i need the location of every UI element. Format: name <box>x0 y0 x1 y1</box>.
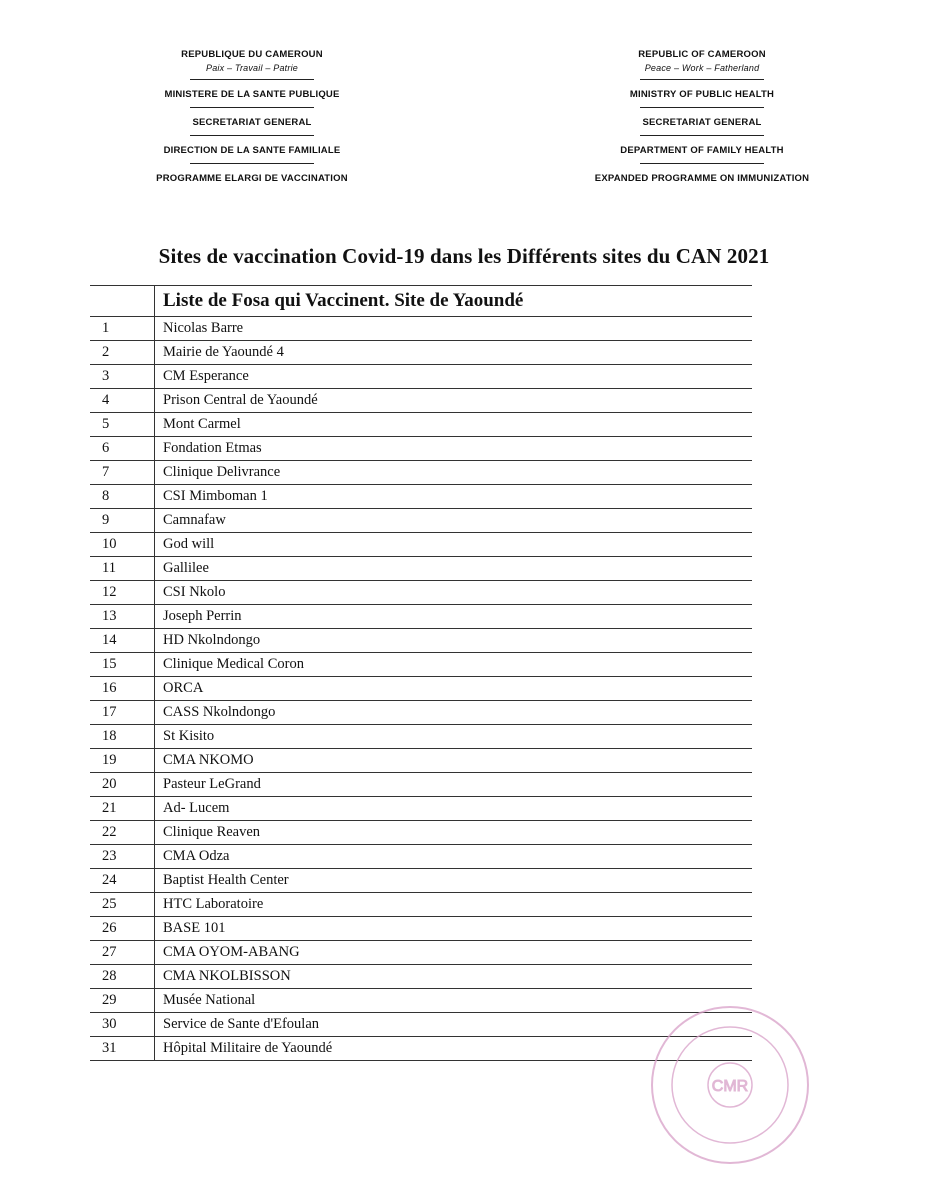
divider <box>190 79 314 80</box>
row-number: 7 <box>90 461 155 485</box>
divider <box>190 135 314 136</box>
site-name: Clinique Delivrance <box>155 461 753 485</box>
site-name: Mont Carmel <box>155 413 753 437</box>
row-number: 27 <box>90 941 155 965</box>
table-row <box>90 653 752 677</box>
table-row <box>90 725 752 749</box>
site-name: Camnafaw <box>155 509 753 533</box>
site-name: HD Nkolndongo <box>155 629 753 653</box>
site-name: St Kisito <box>155 725 753 749</box>
row-number: 5 <box>90 413 155 437</box>
direction-en: DEPARTMENT OF FAMILY HEALTH <box>620 145 784 156</box>
row-number: 20 <box>90 773 155 797</box>
row-number: 8 <box>90 485 155 509</box>
table-row <box>90 797 752 821</box>
table-row <box>90 533 752 557</box>
row-number: 23 <box>90 845 155 869</box>
table-row <box>90 389 752 413</box>
row-number: 11 <box>90 557 155 581</box>
table-row <box>90 941 752 965</box>
site-name: Prison Central de Yaoundé <box>155 389 753 413</box>
table-body <box>90 317 752 1061</box>
site-name: God will <box>155 533 753 557</box>
row-number: 24 <box>90 869 155 893</box>
site-name: Hôpital Militaire de Yaoundé <box>155 1037 753 1061</box>
row-number: 21 <box>90 797 155 821</box>
row-number: 4 <box>90 389 155 413</box>
divider <box>640 107 764 108</box>
ministry-en: MINISTRY OF PUBLIC HEALTH <box>629 89 775 100</box>
table-row <box>90 773 752 797</box>
divider <box>640 135 764 136</box>
site-name: Clinique Medical Coron <box>155 653 753 677</box>
table-row <box>90 917 752 941</box>
site-name: Clinique Reaven <box>155 821 753 845</box>
table-row <box>90 893 752 917</box>
site-name: Fondation Etmas <box>155 437 753 461</box>
site-name: CMA NKOMO <box>155 749 753 773</box>
row-number: 28 <box>90 965 155 989</box>
row-number: 6 <box>90 437 155 461</box>
row-number: 29 <box>90 989 155 1013</box>
site-name: ORCA <box>155 677 753 701</box>
country-name-fr: REPUBLIQUE DU CAMEROUN <box>181 49 323 60</box>
site-name: BASE 101 <box>155 917 753 941</box>
site-name: Mairie de Yaoundé 4 <box>155 341 753 365</box>
row-number: 3 <box>90 365 155 389</box>
country-name-en: REPUBLIC OF CAMEROON <box>638 49 766 60</box>
table-row <box>90 581 752 605</box>
row-number: 14 <box>90 629 155 653</box>
table-row <box>90 317 752 341</box>
row-number: 12 <box>90 581 155 605</box>
divider <box>640 79 764 80</box>
row-number: 1 <box>90 317 155 341</box>
table-heading: Liste de Fosa qui Vaccinent. Site de Yaoundé <box>155 286 753 317</box>
row-number: 2 <box>90 341 155 365</box>
row-number: 16 <box>90 677 155 701</box>
site-name: CSI Nkolo <box>155 581 753 605</box>
table-row <box>90 413 752 437</box>
motto-en: Peace – Work – Fatherland <box>644 63 760 73</box>
table-row <box>90 365 752 389</box>
site-name: Joseph Perrin <box>155 605 753 629</box>
row-number: 9 <box>90 509 155 533</box>
table-row <box>90 845 752 869</box>
stamp-initials: CMR <box>711 1078 749 1095</box>
sites-table-container <box>90 285 752 1061</box>
row-number: 31 <box>90 1037 155 1061</box>
official-stamp-icon <box>645 1000 815 1170</box>
table-row <box>90 965 752 989</box>
table-row <box>90 869 752 893</box>
site-name: CMA OYOM-ABANG <box>155 941 753 965</box>
row-number: 19 <box>90 749 155 773</box>
site-name: Baptist Health Center <box>155 869 753 893</box>
direction-fr: DIRECTION DE LA SANTE FAMILIALE <box>163 145 341 156</box>
site-name: CASS Nkolndongo <box>155 701 753 725</box>
site-name: CSI Mimboman 1 <box>155 485 753 509</box>
table-row <box>90 461 752 485</box>
table-row <box>90 629 752 653</box>
row-number: 13 <box>90 605 155 629</box>
table-header-row <box>90 286 752 317</box>
site-name: Service de Sante d'Efoulan <box>155 1013 753 1037</box>
header-right <box>552 48 852 186</box>
row-number: 25 <box>90 893 155 917</box>
secretariat-en: SECRETARIAT GENERAL <box>642 117 762 128</box>
divider <box>640 163 764 164</box>
secretariat-fr: SECRETARIAT GENERAL <box>192 117 312 128</box>
row-number: 26 <box>90 917 155 941</box>
document-title: Sites de vaccination Covid-19 dans les Différents sites du CAN 2021 <box>158 244 770 268</box>
site-name: Nicolas Barre <box>155 317 753 341</box>
table-row <box>90 437 752 461</box>
row-number: 22 <box>90 821 155 845</box>
table-row <box>90 509 752 533</box>
row-number: 15 <box>90 653 155 677</box>
table-row <box>90 677 752 701</box>
number-column-header <box>90 286 155 317</box>
table-row <box>90 821 752 845</box>
sites-table <box>90 285 752 1061</box>
table-row <box>90 701 752 725</box>
site-name: Ad- Lucem <box>155 797 753 821</box>
site-name: HTC Laboratoire <box>155 893 753 917</box>
motto-fr: Paix – Travail – Patrie <box>206 63 298 73</box>
divider <box>190 163 314 164</box>
table-row <box>90 605 752 629</box>
site-name: Gallilee <box>155 557 753 581</box>
table-row <box>90 749 752 773</box>
site-name: Musée National <box>155 989 753 1013</box>
divider <box>190 107 314 108</box>
table-row <box>90 485 752 509</box>
row-number: 18 <box>90 725 155 749</box>
header-left <box>102 48 402 186</box>
ministry-fr: MINISTERE DE LA SANTE PUBLIQUE <box>164 89 340 100</box>
table-row <box>90 557 752 581</box>
row-number: 17 <box>90 701 155 725</box>
row-number: 30 <box>90 1013 155 1037</box>
table-row <box>90 341 752 365</box>
site-name: Pasteur LeGrand <box>155 773 753 797</box>
programme-fr: PROGRAMME ELARGI DE VACCINATION <box>156 173 348 184</box>
row-number: 10 <box>90 533 155 557</box>
programme-en: EXPANDED PROGRAMME ON IMMUNIZATION <box>594 173 810 184</box>
site-name: CMA NKOLBISSON <box>155 965 753 989</box>
site-name: CM Esperance <box>155 365 753 389</box>
site-name: CMA Odza <box>155 845 753 869</box>
